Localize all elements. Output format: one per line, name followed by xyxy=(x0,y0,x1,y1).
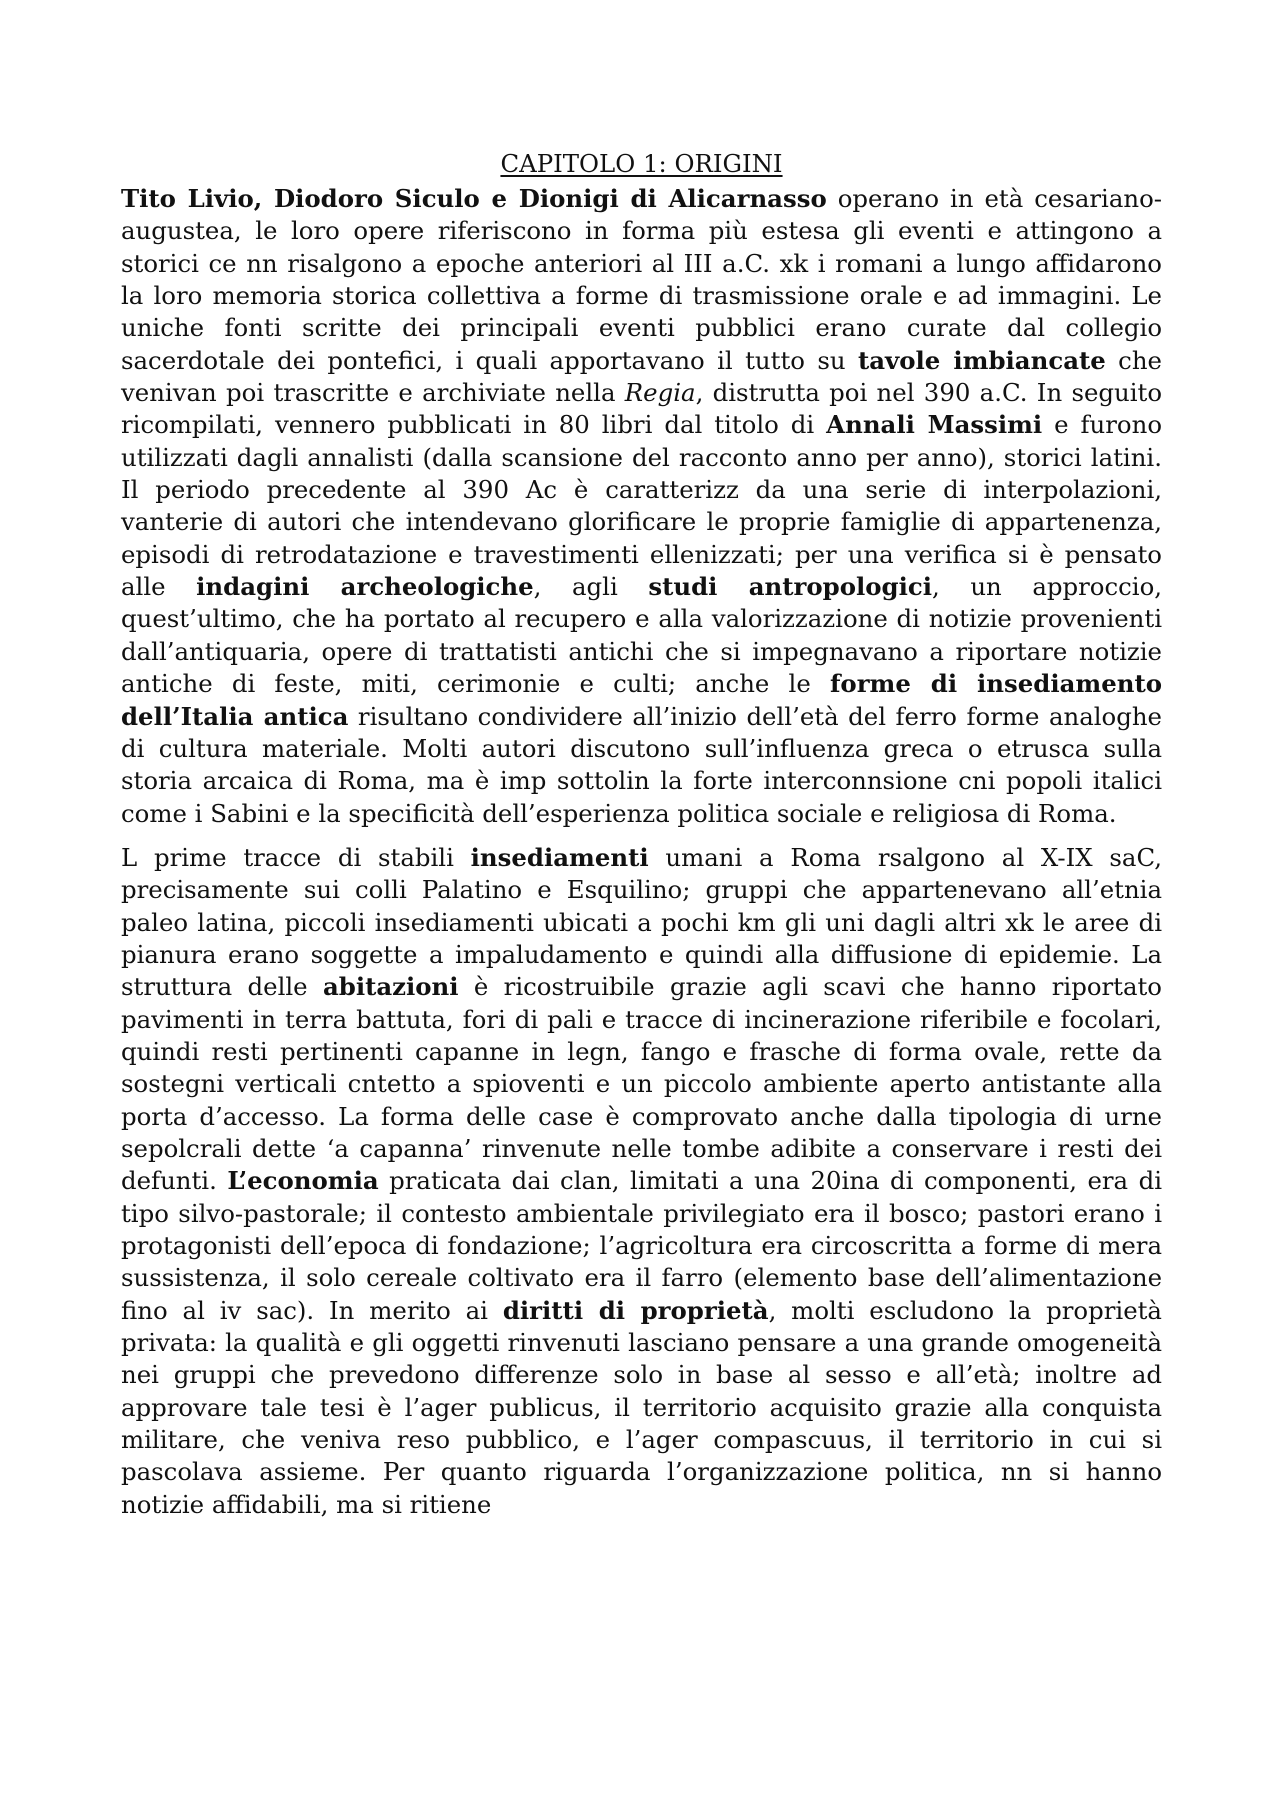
text-run: , un approccio, quest’ultimo, che ha portato al recupero e alla valorizzazione di notizie provenienti dall’antiquaria, opere di trattatisti antichi che si impegnavano a riportare notizie antiche di feste, miti, cerimonie e culti; anche le xyxy=(121,572,1163,699)
text-run: , distrutta poi nel 390 a.C. In seguito ricompilati, vennero pubblicati in 80 libri dal titolo di xyxy=(121,378,1163,440)
text-run: è ricostruibile grazie agli scavi che hanno riportato pavimenti in terra battuta, fori di pali e tracce di incinerazione riferibile e focolari, quindi resti pertinenti capanne in legn, fango e frasche di forma ovale, rette da sostegni verticali cntetto a spioventi e un piccolo ambiente aperto antistante alla porta d’accesso. La forma delle case è comprovato anche dalla tipologia di urne sepolcrali dette ‘a capanna’ rinvenute nelle tombe adibite a conservare i resti dei defunti. xyxy=(121,972,1162,1196)
text-run: umani a Roma rsalgono al X-IX saC, precisamente sui colli Palatino e Esquilino; gruppi che appartenevano all’etnia paleo latina, piccoli insediamenti ubicati a pochi km gli uni dagli altri xk le aree di pianura erano soggette a impaludamento e quindi alla diffusione di epidemie. La struttura delle xyxy=(121,842,1162,1002)
text-run: operano in età cesariano-augustea, le loro opere riferiscono in forma più estesa gli eventi e attingono a storici ce nn risalgono a epoche anteriori al III a.C. xk i romani a lungo affidarono la loro memoria storica collettiva a forme di trasmissione orale e ad immagini. Le uniche fonti scritte dei principali eventi pubblici erano curate dal collegio sacerdotale dei pontefici, i quali apportavano il tutto su xyxy=(121,184,1162,375)
page-content xyxy=(121,148,1162,1521)
text-run: L prime tracce di stabili xyxy=(121,842,471,872)
text-run: , agli xyxy=(533,572,649,602)
bold-term: abitazioni xyxy=(322,972,459,1002)
paragraph xyxy=(121,183,1162,830)
text-run: che venivan poi trascritte e archiviate nella xyxy=(121,345,1162,408)
bold-term: Annali Massimi xyxy=(826,410,1043,440)
bold-term: insediamenti xyxy=(470,842,649,872)
text-run: risultano condividere all’inizio dell’età del ferro forme analoghe di cultura materiale. Molti autori discutono sull’influenza greca o etrusca sulla storia arcaica di Roma, ma è imp sottolin la forte interconnsione cni popoli italici come i Sabini e la specificità dell’esperienza politica sociale e religiosa di Roma. xyxy=(121,701,1162,828)
italic-term: Regia xyxy=(624,378,696,408)
bold-term: Tito Livio, Diodoro Siculo e Dionigi di Alicarnasso xyxy=(121,184,827,213)
paragraph xyxy=(121,842,1162,1521)
bold-term: diritti di proprietà xyxy=(502,1295,769,1325)
bold-term: L’economia xyxy=(227,1166,379,1196)
text-run: praticata dai clan, limitati a una 20ina di componenti, era di tipo silvo-pastorale; il contesto ambientale privilegiato era il bosco; pastori erano i protagonisti dell’epoca di fondazione; l’agricoltura era circoscritta a forme di mera sussistenza, il solo cereale coltivato era il farro (elemento base dell’alimentazione fino al iv sac). In merito ai xyxy=(121,1166,1162,1325)
text-run: , molti escludono la proprietà privata: la qualità e gli oggetti rinvenuti lasciano pensare a una grande omogeneità nei gruppi che prevedono differenze solo in base al sesso e all’età; inoltre ad approvare tale tesi è l’ager publicus, il territorio acquisito grazie alla conquista militare, che veniva reso pubblico, e l’ager compascuus, il territorio in cui si pascolava assieme. Per quanto riguarda l’organizzazione politica, nn si hanno notizie affidabili, ma si ritiene xyxy=(121,1295,1162,1519)
text-run: e furono utilizzati dagli annalisti (dalla scansione del racconto anno per anno), storici latini. Il periodo precedente al 390 Ac è caratterizz da una serie di interpolazioni, vanterie di autori che intendevano glorificare le proprie famiglie di appartenenza, episodi di retrodatazione e travestimenti ellenizzati; per una verifica si è pensato alle xyxy=(121,410,1162,602)
bold-term: indagini archeologiche xyxy=(196,572,534,602)
chapter-title: CAPITOLO 1: ORIGINI xyxy=(500,149,783,178)
bold-term: forme di insediamento dell’Italia antica xyxy=(121,669,1162,731)
bold-term: tavole imbiancate xyxy=(857,345,1106,375)
bold-term: studi antropologici xyxy=(648,572,932,602)
